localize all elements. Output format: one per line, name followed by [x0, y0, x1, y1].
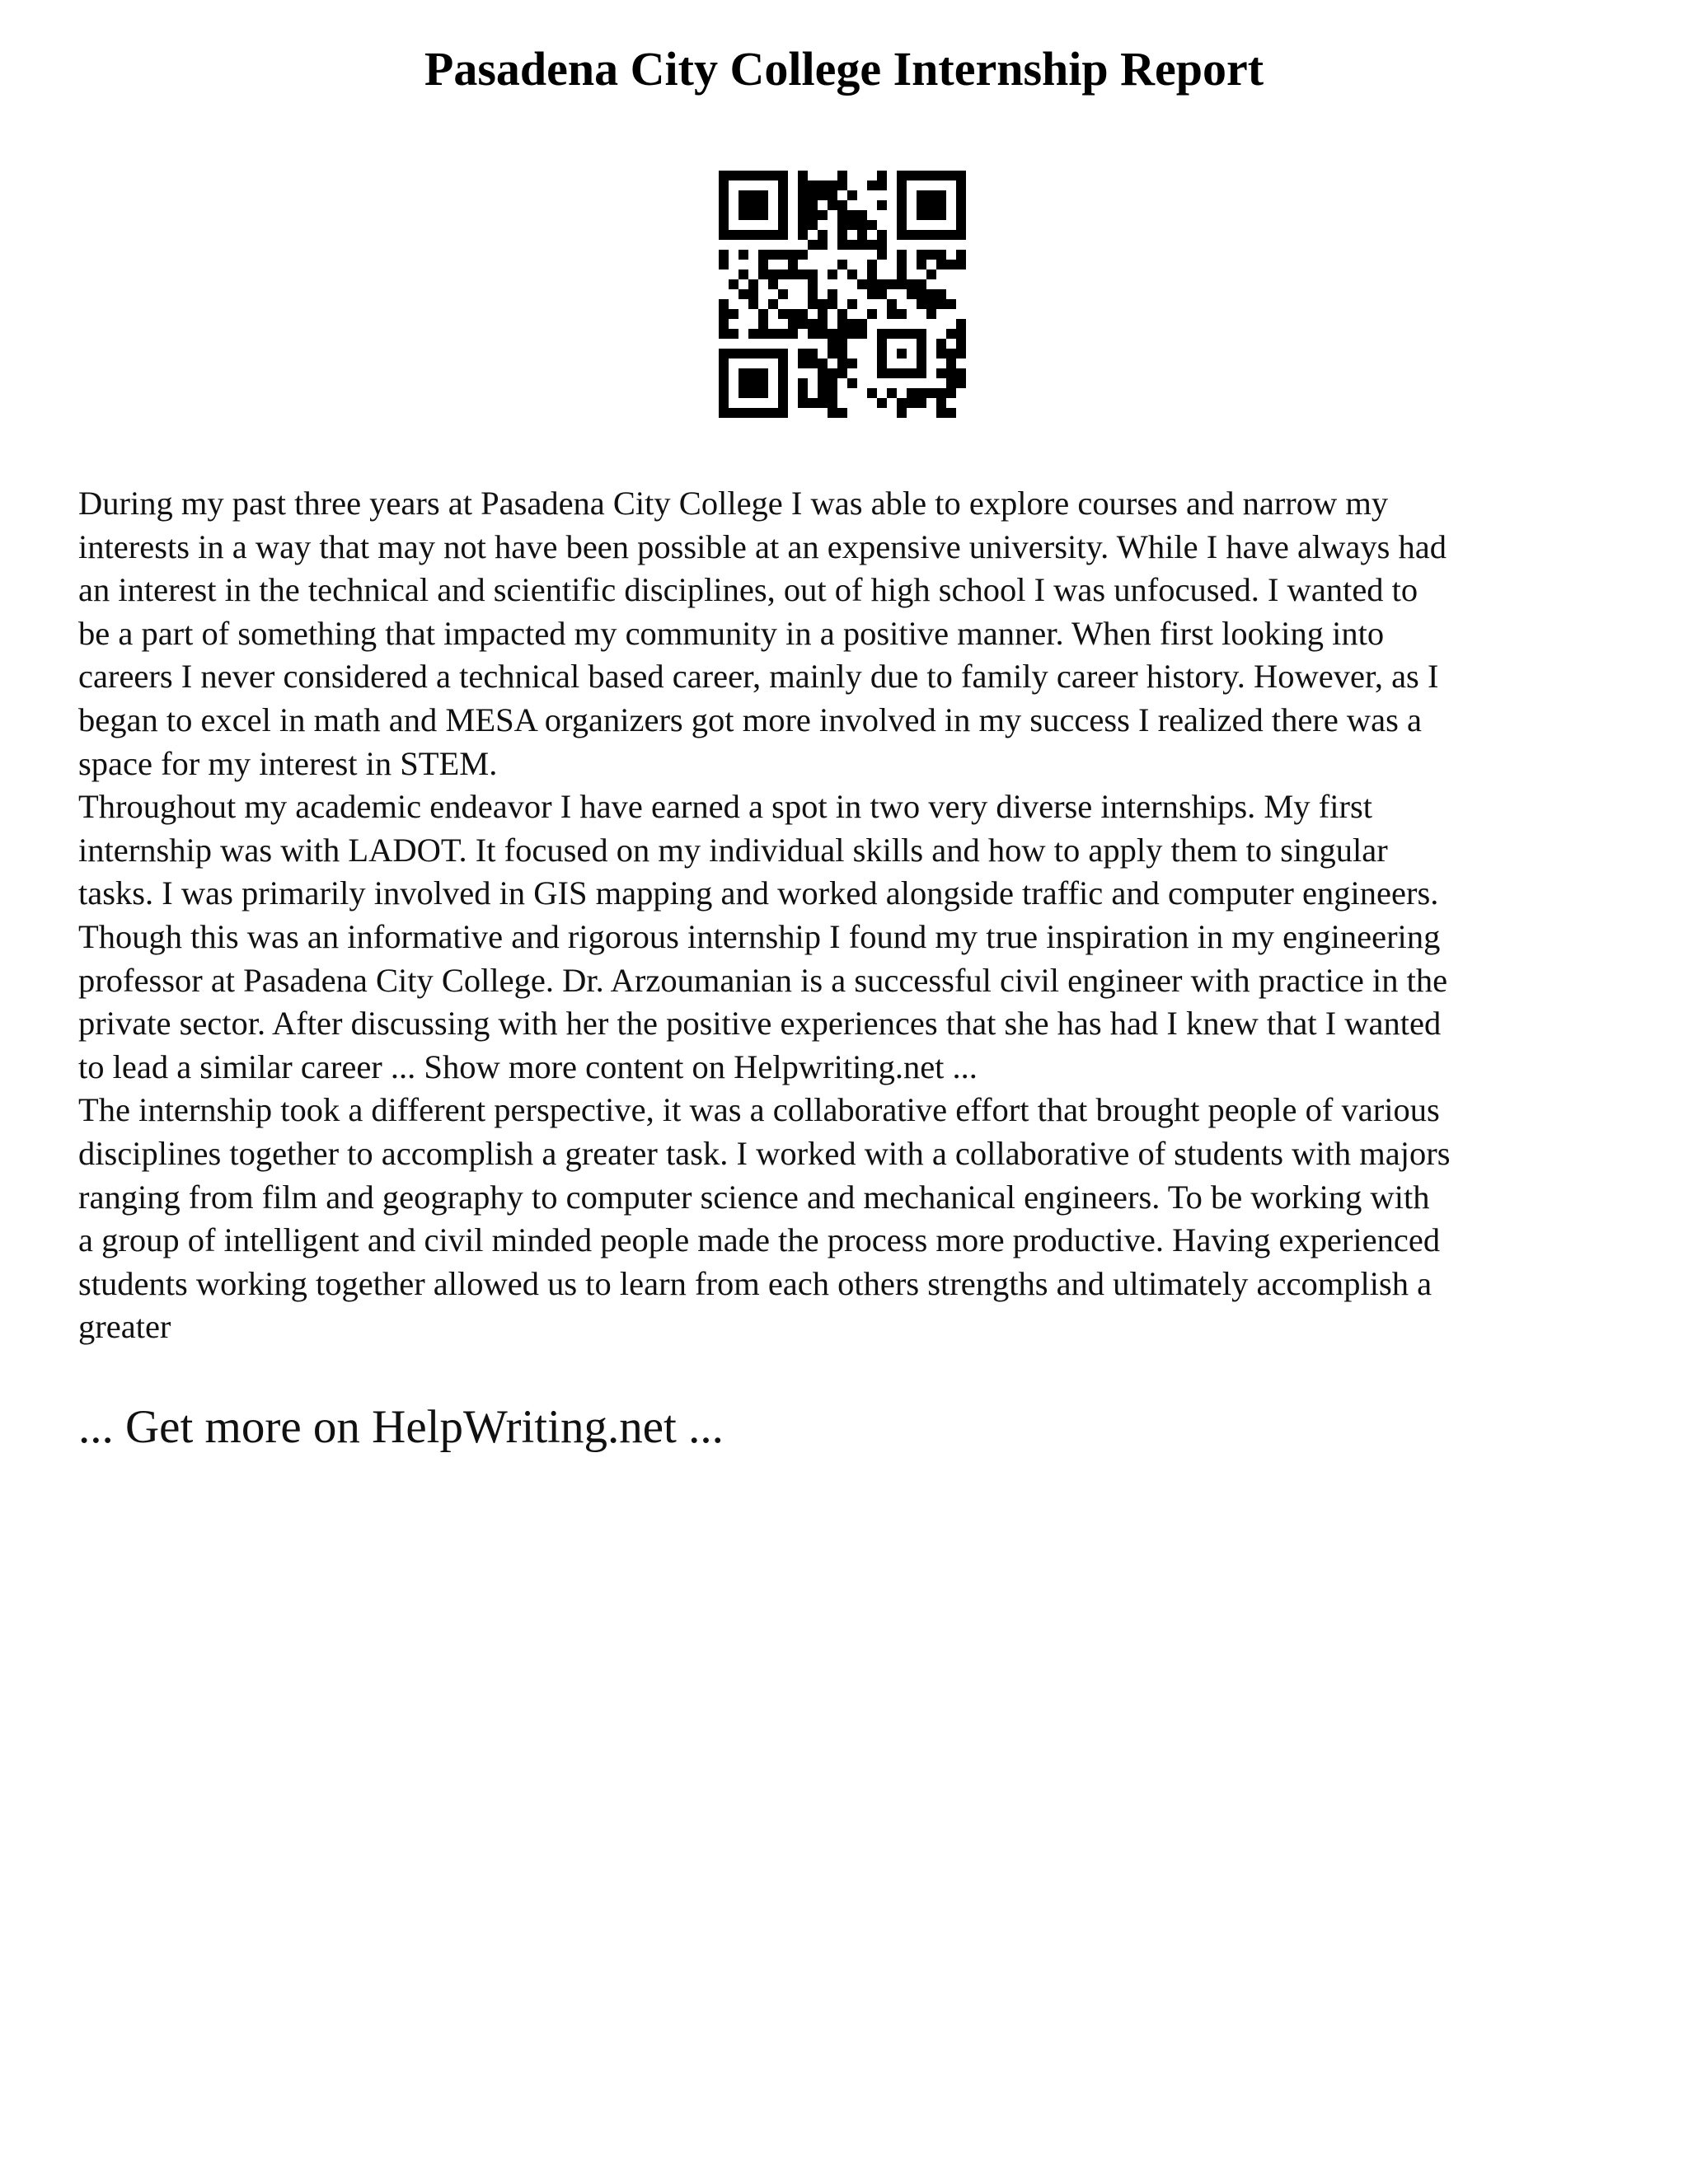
body-line: internship was with LADOT. It focused on my individual skills and how to apply them to singular [78, 831, 1388, 869]
get-more-link[interactable]: ... Get more on HelpWriting.net ... [78, 1401, 724, 1453]
body-line: Throughout my academic endeavor I have earned a spot in two very diverse internships. My first [78, 788, 1373, 826]
body-line: careers I never considered a technical based career, mainly due to family career history. However, as I [78, 658, 1439, 696]
qr-code-graphic [719, 171, 966, 418]
body-line: private sector. After discussing with her the positive experiences that she has had I knew that I wanted [78, 1005, 1442, 1043]
body-line: professor at Pasadena City College. Dr. Arzoumanian is a successful civil engineer with practice in the [78, 961, 1448, 999]
document-title: Pasadena City College Internship Report [424, 42, 1264, 96]
body-line: be a part of something that impacted my community in a positive manner. When first looking into [78, 614, 1385, 652]
body-line: During my past three years at Pasadena City College I was able to explore courses and narrow my [78, 485, 1389, 522]
body-line: a group of intelligent and civil minded people made the process more productive. Having experienced [78, 1221, 1441, 1259]
body-line: greater [78, 1308, 171, 1346]
body-line: an interest in the technical and scientific disciplines, out of high school I was unfocused. I wanted to [78, 571, 1418, 609]
body-line: interests in a way that may not have been possible at an expensive university. While I have always had [78, 527, 1447, 565]
body-line: ranging from film and geography to computer science and mechanical engineers. To be working with [78, 1178, 1430, 1216]
body-line: began to excel in math and MESA organizers got more involved in my success I realized there was a [78, 701, 1423, 738]
body-line: tasks. I was primarily involved in GIS mapping and worked alongside traffic and computer engineers. [78, 874, 1439, 912]
body-line: Though this was an informative and rigorous internship I found my true inspiration in my engineering [78, 917, 1441, 955]
qr-code-image [719, 171, 966, 418]
body-text [78, 482, 1628, 1349]
body-line: The internship took a different perspective, it was a collaborative effort that brought people of various [78, 1091, 1440, 1129]
body-line: students working together allowed us to learn from each others strengths and ultimately accomplish a [78, 1264, 1432, 1302]
body-line: space for my interest in STEM. [78, 744, 498, 782]
body-line: disciplines together to accomplish a greater task. I worked with a collaborative of students with majors [78, 1134, 1451, 1172]
body-line: to lead a similar career ... Show more content on Helpwriting.net ... [78, 1047, 978, 1085]
